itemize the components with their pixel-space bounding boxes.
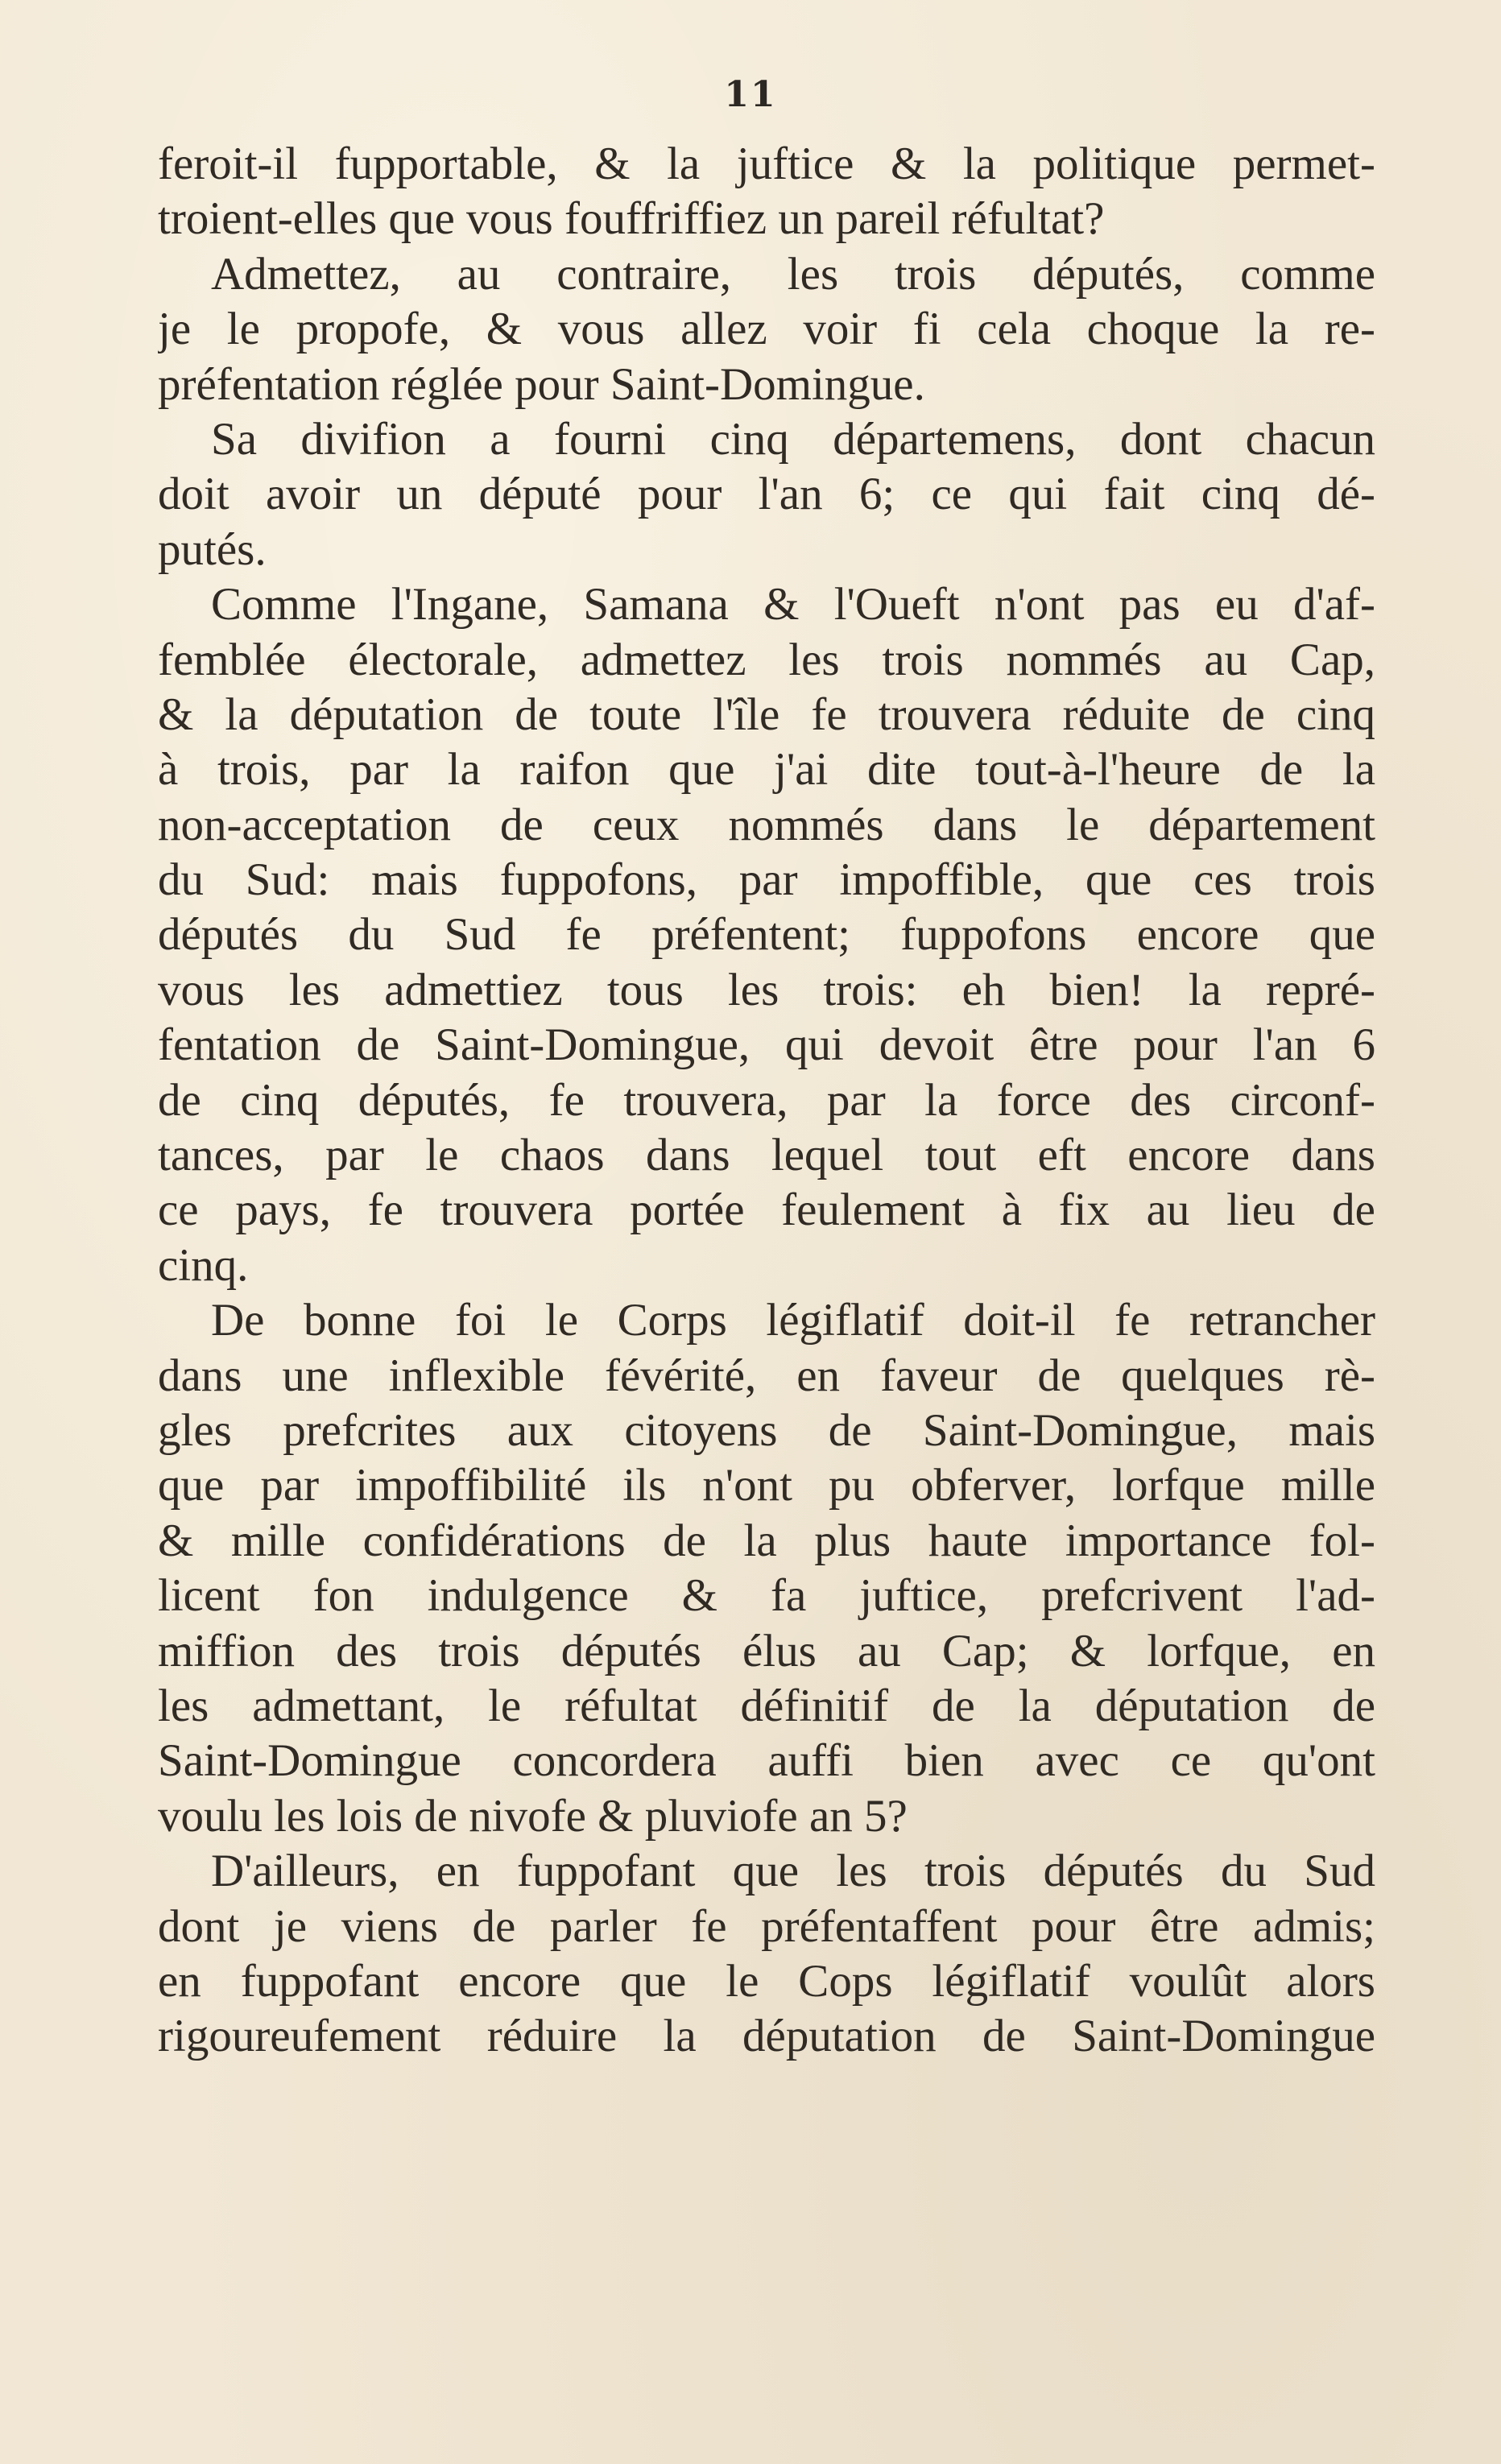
text-line: fentation de Saint-Domingue, qui devoit être pour l'an 6 [158, 1019, 1375, 1071]
text-line: femblée électorale, admettez les trois nommés au Cap, [158, 634, 1375, 685]
text-line: les admettant, le réfultat définitif de la députation de [158, 1680, 1375, 1731]
text-line: & mille confidérations de la plus haute importance fol- [158, 1515, 1375, 1566]
text-line: de cinq députés, fe trouvera, par la force des circonf- [158, 1074, 1375, 1126]
text-line: Comme l'Ingane, Samana & l'Oueft n'ont pas eu d'af- [211, 579, 1375, 630]
text-line: licent fon indulgence & fa juftice, prefcrivent l'ad- [158, 1570, 1375, 1622]
text-line: Saint-Domingue concordera auffi bien avec ce qu'ont [158, 1735, 1375, 1787]
text-line: troient-elles que vous fouffriffiez un pareil réfultat? [158, 193, 1105, 245]
text-line: que par impoffibilité ils n'ont pu obferver, lorfque mille [158, 1460, 1375, 1511]
text-line: D'ailleurs, en fuppofant que les trois députés du Sud [211, 1846, 1375, 1897]
text-line: non-acceptation de ceux nommés dans le département [158, 799, 1375, 850]
text-line: vous les admettiez tous les trois: eh bien! la repré- [158, 964, 1375, 1015]
text-line: miffion des trois députés élus au Cap; & lorfque, en [158, 1625, 1375, 1676]
text-line: & la députation de toute l'île fe trouvera réduite de cinq [158, 688, 1375, 740]
page-number: 11 [724, 74, 777, 115]
text-line: tances, par le chaos dans lequel tout eft encore dans [158, 1130, 1375, 1181]
text-line: dans une inflexible févérité, en faveur de quelques rè- [158, 1350, 1375, 1401]
text-line: du Sud: mais fuppofons, par impoffible, que ces trois [158, 854, 1375, 906]
text-line: gles prefcrites aux citoyens de Saint-Domingue, mais [158, 1404, 1375, 1456]
text-line: députés du Sud fe préfentent; fuppofons encore que [158, 909, 1375, 961]
text-line: je le propofe, & vous allez voir fi cela choque la re- [158, 304, 1375, 355]
text-line: préfentation réglée pour Saint-Domingue. [158, 358, 925, 410]
text-line: en fuppofant encore que le Cops légiflatif voulût alors [158, 1955, 1375, 2007]
text-line: rigoureufement réduire la députation de Saint-Domingue [158, 2011, 1375, 2062]
text-line: De bonne foi le Corps légiflatif doit-il fe retrancher [211, 1295, 1375, 1346]
text-line: dont je viens de parler fe préfentaffent pour être admis; [158, 1900, 1375, 1952]
text-line: feroit-il fupportable, & la juftice & la politique permet- [158, 138, 1375, 189]
text-line: doit avoir un député pour l'an 6; ce qui fait cinq dé- [158, 469, 1375, 520]
text-line: putés. [158, 523, 267, 575]
text-line: Admettez, au contraire, les trois députés, comme [211, 248, 1375, 300]
text-line: cinq. [158, 1239, 249, 1291]
text-line: ce pays, fe trouvera portée feulement à fix au lieu de [158, 1184, 1375, 1236]
body-text [158, 137, 1375, 2065]
text-line: Sa divifion a fourni cinq départemens, dont chacun [211, 413, 1375, 465]
text-line: voulu les lois de nivofe & pluviofe an 5? [158, 1790, 908, 1842]
text-line: à trois, par la raifon que j'ai dite tout-à-l'heure de la [158, 744, 1375, 796]
